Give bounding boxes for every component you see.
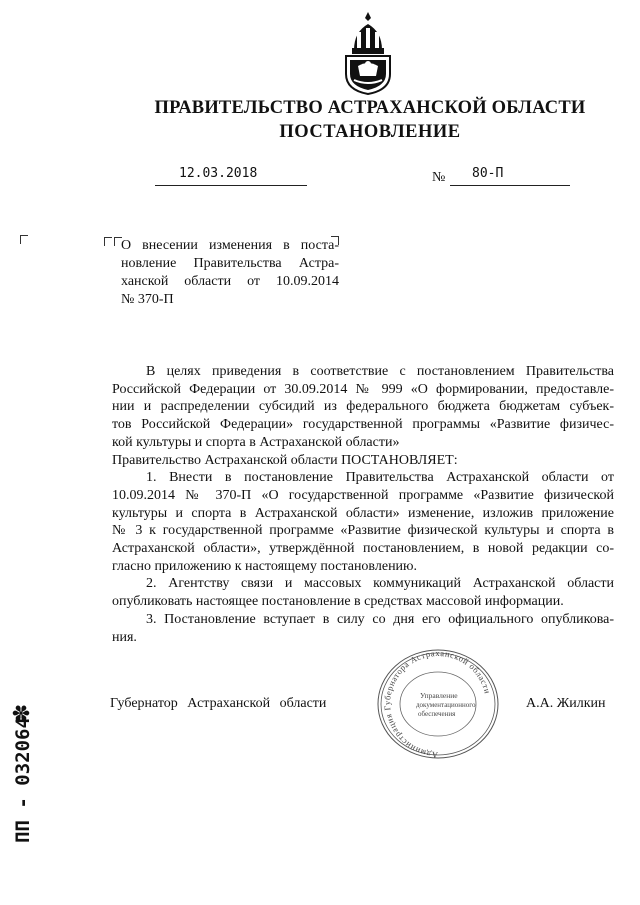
government-title: ПРАВИТЕЛЬСТВО АСТРАХАНСКОЙ ОБЛАСТИ: [154, 98, 586, 118]
stamp-ring-text: Администрация Губернатора Астраханской области: [382, 647, 493, 761]
body-line: В целях приведения в соответствие с постановлением Правительства: [146, 364, 614, 379]
body-line: 1. Внести в постановление Правительства Астраханской области от: [146, 470, 614, 486]
body-line: кой культуры и спорта в Астраханской области»: [112, 434, 400, 450]
document-date: 12.03.2018: [155, 166, 307, 186]
subject-line: ханской области от 10.09.2014: [121, 274, 339, 289]
signatory-position: Губернатор Астраханской области: [110, 696, 327, 711]
stamp-center-line: Управление: [420, 691, 458, 700]
body-line: 10.09.2014 № 370-П «О государственной программе «Развитие физической: [112, 487, 614, 503]
body-line: ния.: [112, 629, 137, 645]
document-subject: [121, 237, 339, 309]
corner-mark: [104, 237, 112, 246]
body-line: Астраханской области», утверждённой постановлением, в новой редакции со-: [112, 541, 614, 557]
coat-of-arms-emblem: [342, 10, 394, 96]
signatory-name: А.А. Жилкин: [526, 696, 606, 711]
document-number: 80-П: [450, 166, 570, 186]
document-body: [112, 363, 614, 646]
body-line: Российской Федерации от 30.09.2014 № 999 «О формировании, предоставле-: [112, 381, 614, 397]
number-sign: №: [432, 170, 446, 185]
serial-star-mark: ✽: [9, 703, 35, 723]
body-line: тов Российской Федерации» государственной программы «Развитие физичес-: [112, 417, 614, 433]
corner-mark: [20, 235, 28, 244]
body-line: культуры и спорта в Астраханской области» изменение, изложив приложение: [112, 505, 614, 521]
stamp-center-line: обеспечения: [418, 710, 456, 718]
body-line: нии и распределении субсидий из федерального бюджета бюджетам субъек-: [112, 399, 614, 415]
body-line: опубликовать настоящее постановление в средствах массовой информации.: [112, 594, 564, 610]
body-line: Правительство Астраханской области ПОСТАНОВЛЯЕТ:: [112, 452, 458, 468]
subject-line: О внесении изменения в поста-: [121, 238, 339, 253]
subject-line: № 370-П: [121, 292, 174, 307]
subject-line: новление Правительства Астра-: [121, 256, 339, 271]
body-line: 3. Постановление вступает в силу со дня его официального опубликова-: [146, 611, 614, 627]
body-line: № 3 к государственной программе «Развитие физической культуры и спорта в: [112, 523, 614, 539]
stamp-center-line: документационного: [416, 701, 476, 709]
serial-number: [6, 700, 40, 860]
body-line: 2. Агентству связи и массовых коммуникаций Астраханской области: [146, 576, 614, 592]
official-stamp: [372, 646, 504, 762]
body-line: гласно приложению к настоящему постановлению.: [112, 558, 418, 574]
serial-number-text: ПП - 032064: [12, 717, 34, 843]
document-kind-title: ПОСТАНОВЛЕНИЕ: [279, 122, 461, 142]
